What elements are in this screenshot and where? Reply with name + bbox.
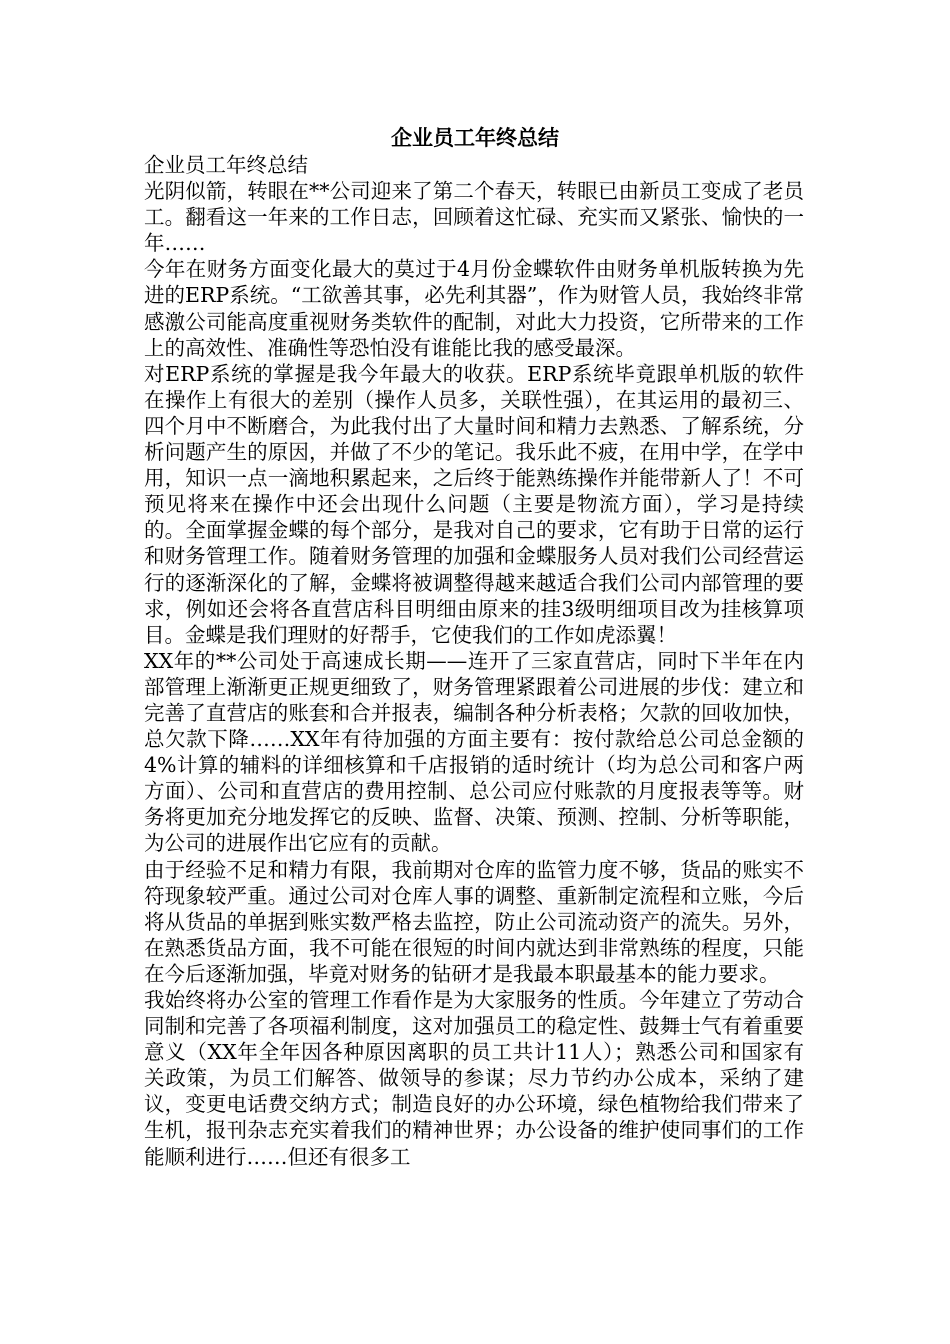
paragraph-subtitle: 企业员工年终总结 [144, 153, 308, 177]
paragraph-warehouse: 由于经验不足和精力有限，我前期对仓库的监管力度不够，货品的账实不符现象较严重。通过公司对仓库人事的调整、重新制定流程和立账，今后将从货品的单据到账实数严格去监控，防止公司流动资产的流失。另外，在熟悉货品方面，我不可能在很短的时间内就达到非常熟练的程度，只能在今后逐渐加强，毕竟对财务的钻研才是我最本职最基本的能力要求。 [144, 857, 804, 986]
paragraph-office-management: 我始终将办公室的管理工作看作是为大家服务的性质。今年建立了劳动合同制和完善了各项福利制度，这对加强员工的稳定性、鼓舞士气有着重要意义（XX年全年因各种原因离职的员工共计11人）；熟悉公司和国家有关政策，为员工们解答、做领导的参谋；尽力节约办公成本，采纳了建议，变更电话费交纳方式；制造良好的办公环境，绿色植物给我们带来了生机，报刊杂志充实着我们的精神世界；办公设备的维护使同事们的工作能顺利进行……但还有很多工 [144, 988, 804, 1169]
document-title: 企业员工年终总结 [391, 125, 559, 150]
paragraph-erp-mastery: 对ERP系统的掌握是我今年最大的收获。ERP系统毕竟跟单机版的软件在操作上有很大的差别（操作人员多，关联性强），在其运用的最初三、四个月中不断磨合，为此我付出了大量时间和精力去熟悉、了解系统，分析问题产生的原因，并做了不少的笔记。我乐此不疲，在用中学，在学中用，知识一点一滴地积累起来，之后终于能熟练操作并能带新人了！不可预见将来在操作中还会出现什么问题（主要是物流方面），学习是持续的。全面掌握金蝶的每个部分，是我对自己的要求，它有助于日常的运行和财务管理工作。随着财务管理的加强和金蝶服务人员对我们公司经营运行的逐渐深化的了解，金蝶将被调整得越来越适合我们公司内部管理的要求，例如还会将各直营店科目明细由原来的挂3级明细项目改为挂核算项目。金蝶是我们理财的好帮手，它使我们的工作如虎添翼！ [144, 361, 804, 647]
document-body [144, 152, 804, 1170]
paragraph-intro: 光阴似箭，转眼在**公司迎来了第二个春天，转眼已由新员工变成了老员工。翻看这一年来的工作日志，回顾着这忙碌、充实而又紧张、愉快的一年…… [144, 179, 804, 256]
paragraph-company-growth: XX年的**公司处于高速成长期——连开了三家直营店，同时下半年在内部管理上渐渐更正规更细致了，财务管理紧跟着公司进展的步伐：建立和完善了直营店的账套和合并报表，编制各种分析表格；欠款的回收加快，总欠款下降……XX年有待加强的方面主要有：按付款给总公司总金额的4%计算的辅料的详细核算和千店报销的适时统计（均为总公司和客户两方面）、公司和直营店的费用控制、总公司应付账款的月度报表等等。财务将更加充分地发挥它的反映、监督、决策、预测、控制、分析等职能，为公司的进展作出它应有的贡献。 [144, 648, 804, 856]
paragraph-erp-change: 今年在财务方面变化最大的莫过于4月份金蝶软件由财务单机版转换为先进的ERP系统。“工欲善其事，必先利其器”，作为财管人员，我始终非常感激公司能高度重视财务类软件的配制，对此大力投资，它所带来的工作上的高效性、准确性等恐怕没有谁能比我的感受最深。 [144, 257, 804, 360]
